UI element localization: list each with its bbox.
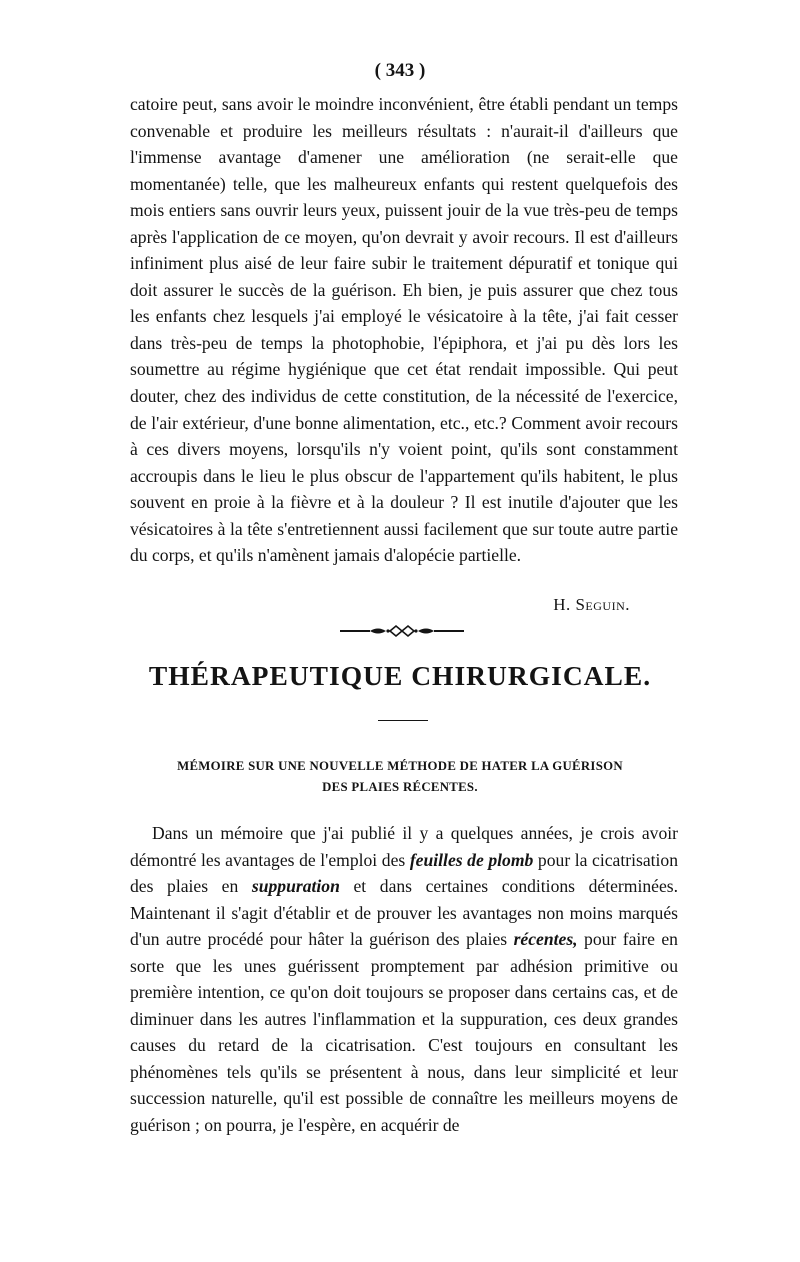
signature-surname: Seguin.: [575, 595, 630, 614]
memoir-text-2: pour la cicatrisation des plaies en: [130, 849, 679, 897]
memoir-paragraph: [130, 820, 678, 1139]
memoir-text-1: Dans un mémoire que j'ai publié il y a quelques années, je crois avoir démontré les avantages de l'emploi des: [130, 823, 678, 870]
title-rule: [378, 720, 428, 721]
section-title: THÉRAPEUTIQUE CHIRURGICALE.: [148, 660, 652, 691]
signature-initial: H.: [553, 595, 571, 614]
author-signature: [553, 595, 630, 615]
emphasis-recentes: récentes,: [513, 929, 578, 950]
emphasis-feuilles-de-plomb: feuilles de plomb: [409, 849, 534, 870]
memoir-heading-line-1: MÉMOIRE SUR UNE NOUVELLE MÉTHODE DE HATER LA GUÉRISON: [177, 759, 623, 773]
ornamental-divider: [340, 620, 464, 642]
emphasis-suppuration: suppuration: [251, 876, 340, 897]
continuation-paragraph: catoire peut, sans avoir le moindre inconvénient, être établi pendant un temps convenable et produire les meilleurs résultats : n'aurait-il d'ailleurs que l'immense avantage d'amener une amélioration (ne serait-elle que momentanée) telle, que les malheureux enfants qui restent quelquefois des mois entiers sans ouvrir leurs yeux, puissent jouir de la vue très-peu de temps après l'application de ce moyen, qu'on devrait y avoir recours. Il est d'ailleurs infiniment plus aisé de leur faire subir le traitement dépuratif et tonique qui doit assurer le succès de la guérison. Eh bien, je puis assurer que chez tous les enfants chez lesquels j'ai employé le vésicatoire à la tête, j'ai fait cesser dans très-peu de temps la photophobie, l'épiphora, et j'ai pu dès lors les soumettre au régime hygiénique que cet état rendait impossible. Qui peut douter, chez des individus de cette constitution, de la nécessité de l'exercice, de l'air extérieur, d'une bonne alimentation, etc., etc.? Comment avoir recours à ces divers moyens, lorsqu'ils n'y voient point, qu'ils sont constamment accroupis dans le lieu le plus obscur de l'appartement qu'ils habitent, le plus souvent en proie à la fièvre et à la douleur ? Il est inutile d'ajouter que les vésicatoires à la tête s'entretiennent aussi facilement que sur toute autre partie du corps, et qu'ils n'amènent jamais d'alopécie partielle.: [130, 94, 678, 566]
memoir-heading-line-2: DES PLAIES RÉCENTES.: [322, 780, 478, 794]
page-number: ( 343 ): [374, 60, 426, 81]
memoir-text-4: pour faire en sorte que les unes guérissent promptement par adhésion primitive ou première intention, ce qu'on doit toujours se proposer dans certains cas, et de diminuer dans les autres l'inflammation et la suppuration, ces deux grandes causes du retard de la cicatrisation. C'est toujours en consultant les phénomènes tels qu'ils se présentent à nous, dans leur simplicité et leur succession naturelle, qu'il est possible de connaître les meilleurs moyens de guérison ; on pourra, je l'espère, en acquérir de: [130, 929, 678, 1136]
memoir-text-3: et dans certaines conditions déterminées. Maintenant il s'agit d'établir et de prouver les avantages non moins marqués d'un autre procédé pour hâter la guérison des plaies: [130, 876, 679, 950]
